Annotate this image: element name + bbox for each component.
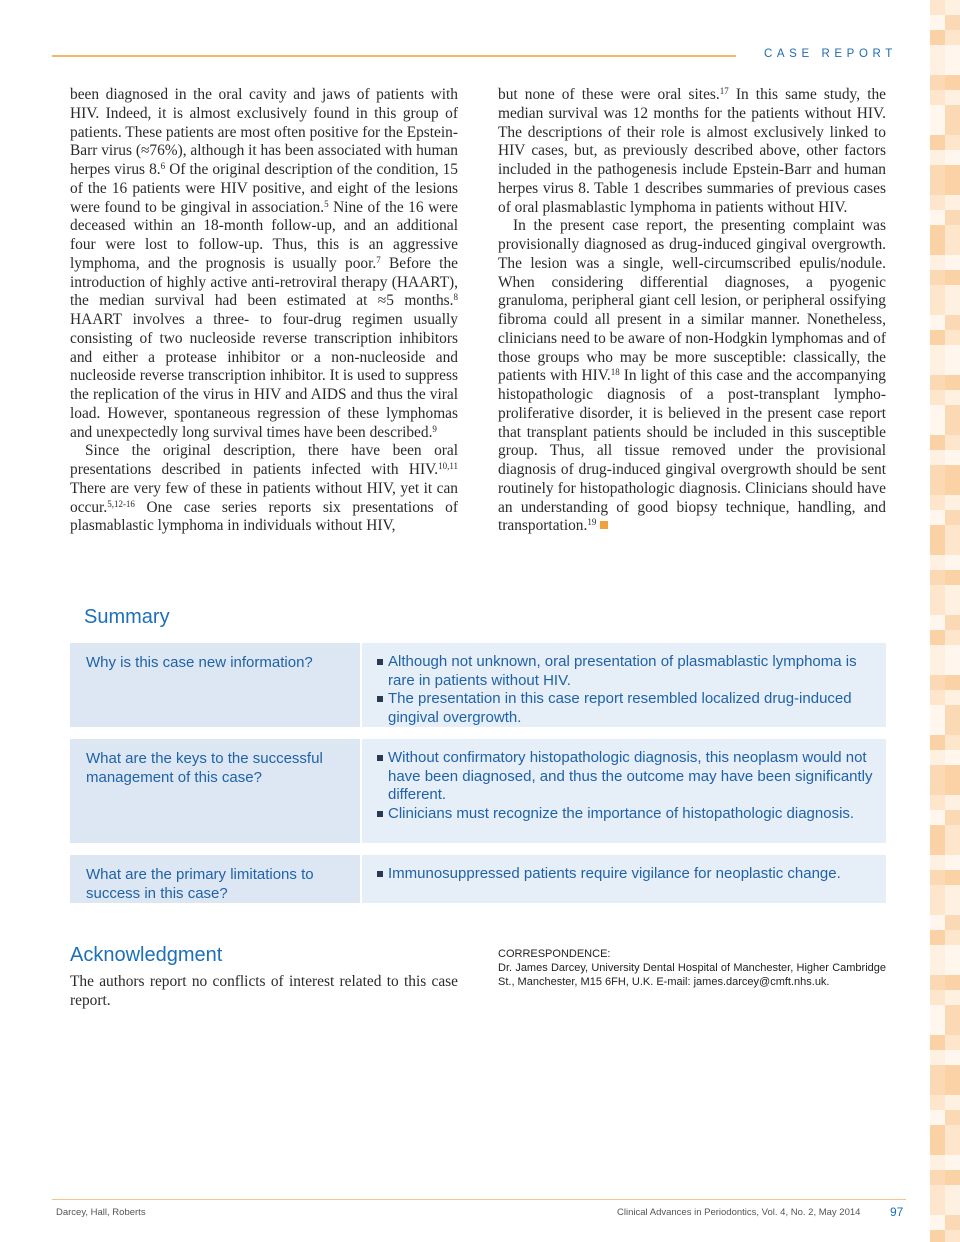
edge-tile	[945, 30, 960, 45]
edge-tile	[930, 705, 945, 720]
footer-journal: Clinical Advances in Periodontics, Vol. 4, No. 2, May 2014	[617, 1207, 861, 1218]
edge-tile	[930, 225, 945, 240]
edge-tile	[930, 1140, 945, 1155]
edge-tile	[945, 1125, 960, 1140]
edge-tile	[930, 120, 945, 135]
edge-tile	[945, 1035, 960, 1050]
edge-tile	[945, 375, 960, 390]
edge-tile	[930, 195, 945, 210]
edge-tile	[945, 105, 960, 120]
edge-tile	[930, 1020, 945, 1035]
edge-tile	[945, 555, 960, 570]
edge-tile	[930, 930, 945, 945]
edge-tile	[930, 555, 945, 570]
edge-tile	[945, 525, 960, 540]
edge-tile	[945, 480, 960, 495]
decorative-edge-pattern	[930, 0, 960, 1242]
edge-tile	[945, 90, 960, 105]
edge-tile	[930, 1035, 945, 1050]
edge-tile	[945, 690, 960, 705]
edge-tile	[930, 810, 945, 825]
edge-tile	[945, 915, 960, 930]
edge-tile	[930, 1050, 945, 1065]
summary-answer	[362, 643, 886, 727]
edge-tile	[930, 105, 945, 120]
section-label: CASE REPORT	[764, 48, 897, 60]
edge-tile	[945, 300, 960, 315]
correspondence-text: Dr. James Darcey, University Dental Hospital of Manchester, Higher Cambridge St., Manchester, M15 6FH, U.K. E-mail: james.darcey@cmft.nhs.uk.	[498, 962, 886, 988]
edge-tile	[945, 270, 960, 285]
edge-tile	[930, 540, 945, 555]
edge-tile	[930, 0, 945, 15]
edge-tile	[930, 750, 945, 765]
summary-question: What are the keys to the successful management of this case?	[70, 739, 360, 843]
edge-tile	[930, 150, 945, 165]
edge-tile	[930, 300, 945, 315]
edge-tile	[930, 660, 945, 675]
edge-tile	[930, 1110, 945, 1125]
edge-tile	[930, 90, 945, 105]
edge-tile	[945, 675, 960, 690]
edge-tile	[945, 1170, 960, 1185]
edge-tile	[945, 1065, 960, 1080]
edge-tile	[945, 240, 960, 255]
edge-tile	[930, 675, 945, 690]
edge-tile	[930, 405, 945, 420]
paragraph: but none of these were oral sites.$^{17}$ In this same study, the median survival was 12 months for the patients without HIV. The descriptions of their role is almost exclusively linked to HIV cases, but, as previously described above, other factors included in the pathogenesis include Epstein-Barr and human herpes virus 8. Table 1 describes summaries of previous cases of oral plasmablastic lymphoma in patients without HIV.	[498, 86, 886, 216]
edge-tile	[945, 930, 960, 945]
paragraph: been diagnosed in the oral cavity and jaws of patients with HIV. Indeed, it is almost exclusively found in this group of patients. These patients are most often positive for the Epstein-Barr virus (≈76%), although it has been associated with human herpes virus 8.$^6$ Of the original description of the condition, 15 of the 16 patients were HIV positive, and eight of the lesions were found to be gingival in association.$^5$ Nine of the 16 were deceased within an 18-month follow-up, and an additional four were lost to follow-up. Thus, this is an aggressive lymphoma, and the prognosis is usually poor.$^7$ Before the introduction of highly active anti-retroviral therapy (HAART), the median survival had been estimated at ≈5 months.$^8$ HAART involves a three- to four-drug regimen usually consisting of two nucleoside reverse transcription inhibitors and either a protease inhibitor or a non-nucleoside and nucleoside reverse transcription inhibitor. It is used to suppress the replication of the virus in HIV and AIDS and thus the viral load. However, spontaneous regression of these lymphomas and unexpectedly long survival times have been described.$^9$	[70, 86, 459, 441]
summary-heading: Summary	[84, 606, 170, 628]
edge-tile	[945, 15, 960, 30]
edge-tile	[945, 345, 960, 360]
edge-tile	[945, 990, 960, 1005]
summary-row	[70, 739, 886, 843]
edge-tile	[930, 825, 945, 840]
acknowledgment-text: The authors report no conflicts of interest related to this case report.	[70, 973, 458, 1009]
end-of-article-mark	[600, 521, 608, 529]
edge-tile	[930, 855, 945, 870]
summary-question: Why is this case new information?	[70, 643, 360, 727]
edge-tile	[930, 1185, 945, 1200]
edge-tile	[945, 855, 960, 870]
edge-tile	[930, 1230, 945, 1242]
edge-tile	[930, 45, 945, 60]
edge-tile	[930, 780, 945, 795]
edge-tile	[945, 750, 960, 765]
body-column-left	[70, 86, 458, 536]
edge-tile	[945, 0, 960, 15]
edge-tile	[930, 135, 945, 150]
edge-tile	[945, 1110, 960, 1125]
edge-tile	[930, 1170, 945, 1185]
edge-tile	[945, 150, 960, 165]
edge-tile	[930, 585, 945, 600]
edge-tile	[945, 765, 960, 780]
edge-tile	[930, 285, 945, 300]
edge-tile	[930, 915, 945, 930]
edge-tile	[945, 960, 960, 975]
edge-tile	[930, 315, 945, 330]
edge-tile	[930, 870, 945, 885]
edge-tile	[930, 210, 945, 225]
edge-tile	[945, 720, 960, 735]
edge-tile	[945, 1185, 960, 1200]
edge-tile	[945, 945, 960, 960]
edge-tile	[945, 495, 960, 510]
edge-tile	[945, 570, 960, 585]
edge-tile	[930, 180, 945, 195]
edge-tile	[945, 1200, 960, 1215]
edge-tile	[945, 540, 960, 555]
edge-tile	[930, 615, 945, 630]
edge-tile	[945, 225, 960, 240]
edge-tile	[930, 465, 945, 480]
edge-tile	[945, 210, 960, 225]
summary-bullet: Clinicians must recognize the importance of histopathologic diagnosis.	[376, 805, 874, 824]
edge-tile	[930, 15, 945, 30]
summary-answer	[362, 739, 886, 843]
edge-tile	[945, 390, 960, 405]
edge-tile	[930, 495, 945, 510]
edge-tile	[945, 1020, 960, 1035]
edge-tile	[945, 60, 960, 75]
edge-tile	[945, 735, 960, 750]
edge-tile	[945, 795, 960, 810]
summary-bullet: Although not unknown, oral presentation of plasmablastic lymphoma is rare in patients without HIV.	[376, 653, 874, 690]
edge-tile	[930, 60, 945, 75]
edge-tile	[945, 840, 960, 855]
edge-tile	[930, 345, 945, 360]
edge-tile	[945, 1155, 960, 1170]
summary-answer	[362, 855, 886, 903]
edge-tile	[930, 900, 945, 915]
edge-tile	[930, 735, 945, 750]
edge-tile	[945, 75, 960, 90]
edge-tile	[945, 810, 960, 825]
edge-tile	[945, 435, 960, 450]
edge-tile	[930, 765, 945, 780]
edge-tile	[945, 1050, 960, 1065]
summary-row	[70, 643, 886, 727]
summary-bullet: Without confirmatory histopathologic diagnosis, this neoplasm would not have been diagnosed, and thus the outcome may have been significantly different.	[376, 749, 874, 805]
correspondence-heading: CORRESPONDENCE:	[498, 948, 611, 960]
edge-tile	[945, 660, 960, 675]
edge-tile	[930, 1080, 945, 1095]
body-column-right	[498, 86, 886, 536]
edge-tile	[930, 270, 945, 285]
edge-tile	[930, 975, 945, 990]
edge-tile	[930, 240, 945, 255]
paragraph: In the present case report, the presenting complaint was provisionally diagnosed as drug-induced gingival overgrowth. The lesion was a single, well-circumscribed epulis/nodule. When considering differential diagnoses, a pyogenic granuloma, peripheral giant cell lesion, or peripheral ossifying fibroma could all present in a similar manner. Nonetheless, clinicians need to be aware of non-Hodgkin lymphomas and of those groups who may be more susceptible: classically, the patients with HIV.$^{18}$ In light of this case and the accompanying histopathologic diagnosis of a post-transplant lympho-proliferative disorder, it is believed in the present case report that transplant patients should be included in this susceptible group. Thus, all tissue removed under the provisional diagnosis of drug-induced gingival overgrowth should be sent routinely for histopathologic diagnosis. Clinicians should have an understanding of good biopsy technique, handling, and transportation.$^{19}$	[498, 217, 886, 535]
acknowledgment-heading: Acknowledgment	[70, 944, 223, 966]
header-rule	[52, 55, 736, 57]
edge-tile	[930, 840, 945, 855]
summary-row	[70, 855, 886, 903]
edge-tile	[930, 885, 945, 900]
page-number: 97	[890, 1205, 904, 1219]
edge-tile	[945, 870, 960, 885]
edge-tile	[945, 615, 960, 630]
edge-tile	[930, 945, 945, 960]
edge-tile	[930, 1200, 945, 1215]
edge-tile	[930, 1095, 945, 1110]
edge-tile	[930, 795, 945, 810]
edge-tile	[945, 135, 960, 150]
edge-tile	[945, 330, 960, 345]
edge-tile	[945, 405, 960, 420]
edge-tile	[945, 45, 960, 60]
edge-tile	[930, 450, 945, 465]
edge-tile	[945, 195, 960, 210]
edge-tile	[945, 585, 960, 600]
edge-tile	[930, 1155, 945, 1170]
edge-tile	[930, 435, 945, 450]
edge-tile	[930, 165, 945, 180]
edge-tile	[945, 360, 960, 375]
edge-tile	[930, 1065, 945, 1080]
edge-tile	[945, 645, 960, 660]
edge-tile	[930, 690, 945, 705]
edge-tile	[930, 990, 945, 1005]
edge-tile	[930, 75, 945, 90]
footer-authors: Darcey, Hall, Roberts	[56, 1207, 146, 1218]
edge-tile	[930, 420, 945, 435]
edge-tile	[930, 720, 945, 735]
edge-tile	[930, 645, 945, 660]
edge-tile	[945, 1095, 960, 1110]
edge-tile	[945, 1215, 960, 1230]
edge-tile	[930, 960, 945, 975]
footer-rule	[52, 1199, 906, 1200]
summary-question: What are the primary limitations to success in this case?	[70, 855, 360, 903]
edge-tile	[945, 975, 960, 990]
edge-tile	[930, 525, 945, 540]
edge-tile	[945, 420, 960, 435]
paragraph: Since the original description, there have been oral presentations described in patients infected with HIV.$^{10,11}$ There are very few of these in patients without HIV, yet it can occur.$^{5,12-16}$ One case series reports six presentations of plasmablastic lymphoma in individuals without HIV,	[70, 442, 458, 535]
edge-tile	[945, 630, 960, 645]
edge-tile	[930, 360, 945, 375]
edge-tile	[945, 885, 960, 900]
edge-tile	[930, 330, 945, 345]
edge-tile	[945, 600, 960, 615]
edge-tile	[945, 180, 960, 195]
edge-tile	[930, 570, 945, 585]
edge-tile	[930, 390, 945, 405]
edge-tile	[945, 825, 960, 840]
edge-tile	[945, 1140, 960, 1155]
edge-tile	[930, 600, 945, 615]
edge-tile	[945, 285, 960, 300]
edge-tile	[945, 120, 960, 135]
edge-tile	[930, 1005, 945, 1020]
edge-tile	[945, 705, 960, 720]
edge-tile	[945, 1230, 960, 1242]
edge-tile	[945, 465, 960, 480]
edge-tile	[930, 510, 945, 525]
edge-tile	[945, 1080, 960, 1095]
edge-tile	[930, 480, 945, 495]
edge-tile	[930, 1125, 945, 1140]
summary-bullet: The presentation in this case report resembled localized drug-induced gingival overgrowth.	[376, 690, 874, 727]
edge-tile	[945, 255, 960, 270]
edge-tile	[945, 510, 960, 525]
edge-tile	[930, 630, 945, 645]
edge-tile	[930, 1215, 945, 1230]
edge-tile	[945, 900, 960, 915]
edge-tile	[945, 315, 960, 330]
edge-tile	[945, 1005, 960, 1020]
edge-tile	[945, 165, 960, 180]
summary-bullet: Immunosuppressed patients require vigilance for neoplastic change.	[376, 865, 874, 884]
edge-tile	[945, 450, 960, 465]
edge-tile	[930, 375, 945, 390]
edge-tile	[930, 30, 945, 45]
edge-tile	[945, 780, 960, 795]
edge-tile	[930, 255, 945, 270]
